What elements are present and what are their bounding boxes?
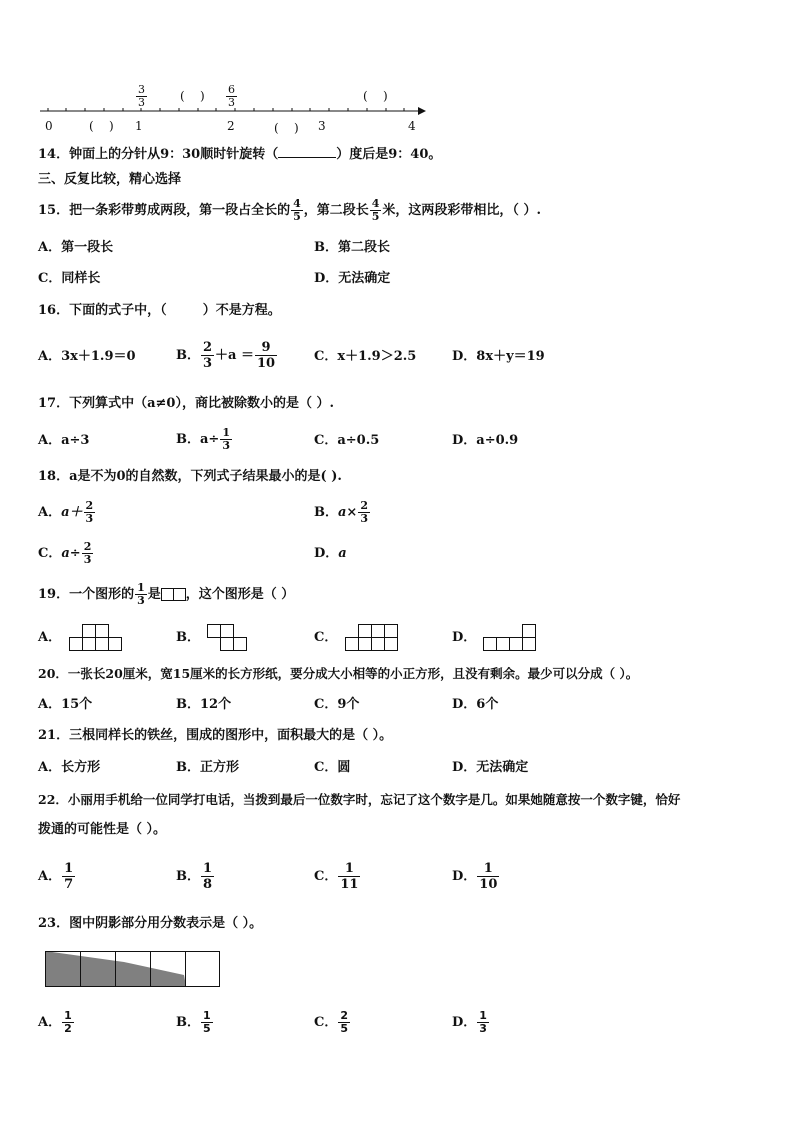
q22-option-a[interactable]: A． $\frac{1}{7}$	[38, 861, 74, 892]
question-17: 17．下列算式中（a≠0），商比被除数小的是（ ）.	[38, 396, 335, 411]
q19-option-b-label[interactable]: B．	[176, 630, 200, 645]
question-15: 15．把一条彩带剪成两段，第一段占全长的 $\frac{4}{5}$ ，第二段长 $\frac{4}{5}$ 米，这两段彩带相比，（ ）.	[38, 197, 541, 223]
tick-label-4: 4	[408, 119, 416, 133]
blank-below-2[interactable]: ( )	[274, 121, 299, 135]
q21-option-d[interactable]: D．无法确定	[452, 760, 529, 775]
q18-option-c[interactable]: C．a÷ $\frac{2}{3}$	[38, 540, 92, 566]
tick-label-1: 1	[135, 119, 143, 133]
q23-shaded-figure	[44, 950, 224, 990]
q16-option-c[interactable]: C．x＋1.9＞2.5	[314, 349, 417, 364]
frac-3-3: $\frac{3}{3}$	[138, 83, 145, 109]
q20-option-d[interactable]: D．6个	[452, 697, 499, 712]
q19-figure-b	[206, 624, 256, 652]
question-21: 21．三根同样长的铁丝，围成的图形中，面积最大的是（ ）。	[38, 728, 393, 743]
q16-option-d[interactable]: D．8x＋y＝19	[452, 349, 545, 364]
question-18: 18．a是不为0的自然数，下列式子结果最小的是( ).	[38, 469, 342, 484]
q22-option-b[interactable]: B． $\frac{1}{8}$	[176, 861, 213, 892]
number-line	[0, 80, 794, 140]
q15-option-a[interactable]: A．第一段长	[38, 240, 114, 255]
q20-option-c[interactable]: C．9个	[314, 697, 360, 712]
q19-option-c-label[interactable]: C．	[314, 630, 338, 645]
q22-option-d[interactable]: D． $\frac{1}{10}$	[452, 861, 498, 892]
q20-option-b[interactable]: B．12个	[176, 697, 232, 712]
q19-figure-d	[482, 624, 542, 652]
q20-option-a[interactable]: A．15个	[38, 697, 93, 712]
q21-option-a[interactable]: A．长方形	[38, 760, 101, 775]
question-22-line2: 拨通的可能性是（ ）。	[38, 822, 167, 837]
q17-option-d[interactable]: D．a÷0.9	[452, 433, 519, 448]
tick-label-2: 2	[227, 119, 235, 133]
section-title: 三、反复比较，精心选择	[38, 172, 182, 187]
q17-option-a[interactable]: A．a÷3	[38, 433, 90, 448]
blank-above-1[interactable]: ( )	[180, 89, 205, 103]
q17-option-c[interactable]: C．a÷0.5	[314, 433, 380, 448]
q23-option-a[interactable]: A． $\frac{1}{2}$	[38, 1009, 72, 1035]
q16-option-b[interactable]: B． $\frac{2}{3}$ ＋a ＝ $\frac{9}{10}$	[176, 340, 276, 371]
frac-6-3: $\frac{6}{3}$	[228, 83, 235, 109]
q18-option-d[interactable]: D．a	[314, 546, 347, 561]
q22-option-c[interactable]: C． $\frac{1}{11}$	[314, 861, 359, 892]
question-19: 19．一个图形的 $\frac{1}{3}$ 是 ，这个图形是（ ）	[38, 581, 295, 607]
question-22-line1: 22．小丽用手机给一位同学打电话，当拨到最后一位数字时，忘记了这个数字是几。如果她随意按一个数字键，恰好	[38, 792, 681, 807]
q15-option-b[interactable]: B．第二段长	[314, 240, 390, 255]
blank-above-2[interactable]: ( )	[363, 89, 388, 103]
q18-option-a[interactable]: A．a＋ $\frac{2}{3}$	[38, 499, 94, 525]
question-14: 14．钟面上的分针从9：30顺时针旋转（ ）度后是9：40。	[38, 147, 442, 162]
answer-blank[interactable]	[278, 145, 336, 158]
q19-option-d-label[interactable]: D．	[452, 630, 477, 645]
q19-figure-a	[68, 624, 126, 652]
q23-option-c[interactable]: C． $\frac{2}{5}$	[314, 1009, 349, 1035]
question-23: 23．图中阴影部分用分数表示是（ ）。	[38, 916, 263, 931]
q21-option-c[interactable]: C．圆	[314, 760, 351, 775]
q16-option-a[interactable]: A．3x＋1.9＝0	[38, 349, 136, 364]
blank-below-1[interactable]: ( )	[89, 119, 114, 133]
tick-label-3: 3	[318, 119, 326, 133]
q23-option-b[interactable]: B． $\frac{1}{5}$	[176, 1009, 211, 1035]
tick-label-0: 0	[45, 119, 53, 133]
q21-option-b[interactable]: B．正方形	[176, 760, 239, 775]
q23-option-d[interactable]: D． $\frac{1}{3}$	[452, 1009, 487, 1035]
q19-option-a-label[interactable]: A．	[38, 630, 62, 645]
question-16: 16．下面的式子中，（ ）不是方程。	[38, 303, 281, 318]
question-20: 20．一张长20厘米，宽15厘米的长方形纸，要分成大小相等的小正方形，且没有剩余。最少可以分成（ ）。	[38, 666, 639, 681]
q18-option-b[interactable]: B．a× $\frac{2}{3}$	[314, 499, 368, 525]
q19-figure-c	[344, 624, 404, 652]
q17-option-b[interactable]: B．a÷ $\frac{1}{3}$	[176, 426, 230, 452]
q15-option-d[interactable]: D．无法确定	[314, 271, 391, 286]
q15-option-c[interactable]: C．同样长	[38, 271, 101, 286]
